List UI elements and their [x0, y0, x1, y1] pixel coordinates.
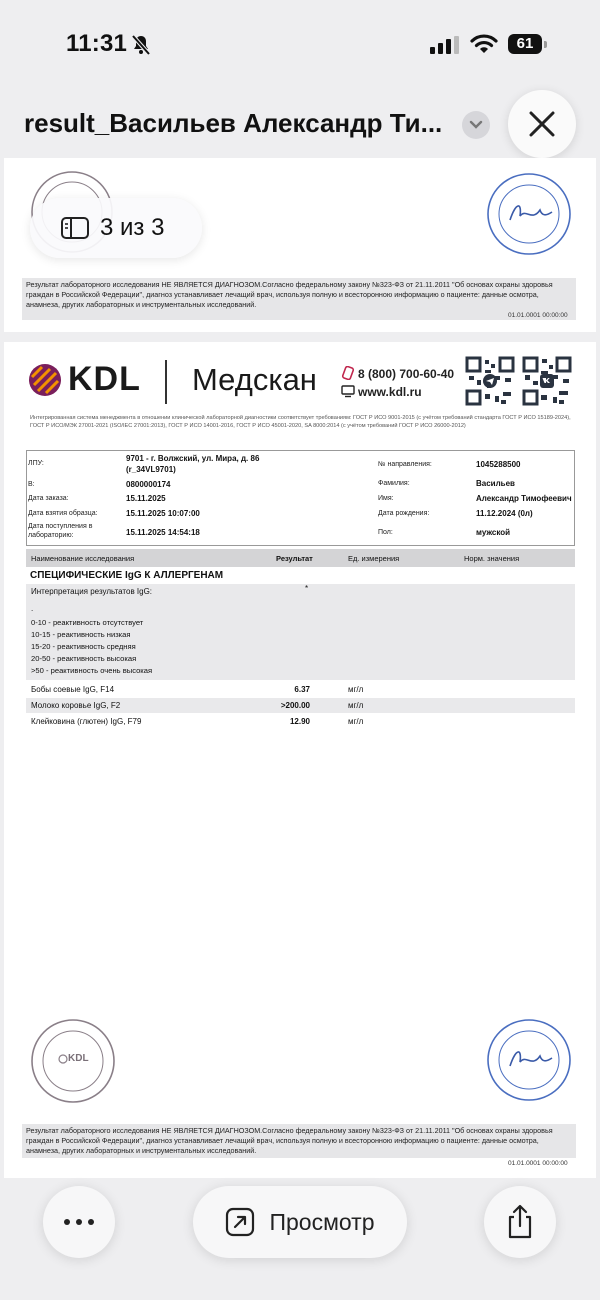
table-row	[26, 714, 575, 729]
disclaimer-text: Результат лабораторного исследования НЕ ЯВЛЯЕТСЯ ДИАГНОЗОМ.Согласно федеральному закону №323-ФЗ от 21.11.2011 "Об основах охраны здоровья граждан в Российской Федерации", диагноз устанавливает лечащий врач, используя полную и всесторонною информацию о пациенте: данные осмотра, анамнеза, других лабораторных и инструментальных исследований.	[22, 278, 576, 320]
v-label: В:	[28, 481, 35, 488]
certification-text: Интегрированная система менеджмента в отношении клинической лабораторной диагностики соответствует требованиям: ГОСТ Р ИСО 9001-2015 (с учётом требований стандарта ГОСТ Р ИСО 15189-2024), ГОСТ Р ИСО/МЭК 27001-2021 (ISO/IEC 27001:2013), ГОСТ Р ИСО 14001-2016, ГОСТ Р ИСО 45001-2020, SA 8000:2014 (с учётом требований ГОСТ Р ИСО 26000-2012)	[30, 415, 571, 429]
sample-date-label: Дата взятия образца:	[28, 510, 98, 517]
test-unit: мг/л	[348, 685, 364, 694]
more-button[interactable]	[43, 1186, 115, 1258]
interpretation-lines	[31, 617, 152, 677]
kdl-logo	[28, 360, 141, 399]
disclaimer-text: Результат лабораторного исследования НЕ ЯВЛЯЕТСЯ ДИАГНОЗОМ.Согласно федеральному закону №323-ФЗ от 21.11.2011 "Об основах охраны здоровья граждан в Российской Федерации", диагноз устанавливает лечащий врач, используя полную и всесторонною информацию о пациенте: данные осмотра, анамнеза, других лабораторных и инструментальных исследований.	[22, 1124, 576, 1158]
order-date: 15.11.2025	[126, 494, 166, 503]
title-menu-button[interactable]	[462, 111, 490, 139]
test-name: Бобы соевые IgG, F14	[31, 685, 115, 694]
order-date-label: Дата заказа:	[28, 495, 69, 502]
battery-indicator: 61	[508, 34, 542, 54]
lpu-code: (r_34VL9701)	[126, 465, 176, 474]
doctor-seal-icon	[486, 1018, 572, 1102]
interpretation-line: 20-50 - реактивность высокая	[31, 654, 137, 663]
dob: 11.12.2024 (0л)	[476, 509, 533, 518]
col-unit: Ед. измерения	[348, 554, 400, 563]
arrival-date-label: Дата поступления в	[28, 523, 93, 530]
view-button[interactable]	[193, 1186, 407, 1258]
vk-qr-icon	[522, 356, 572, 406]
view-button-label: Просмотр	[269, 1208, 375, 1235]
kdl-logo-text: KDL	[68, 360, 141, 398]
dob-label: Дата рождения:	[378, 510, 430, 517]
results-table-header	[26, 549, 575, 567]
surname: Васильев	[476, 479, 515, 488]
more-dots-icon	[62, 1218, 96, 1226]
close-icon	[528, 110, 556, 138]
stamp-logo-text: KDL	[68, 1053, 89, 1064]
col-result: Результат	[276, 554, 313, 563]
table-row	[26, 682, 575, 697]
close-button[interactable]	[508, 90, 576, 158]
interpretation-label: Интерпретация результатов IgG:	[31, 587, 153, 596]
doctor-seal-icon	[486, 172, 572, 256]
bell-muted-icon	[129, 33, 153, 57]
document-title: result_Васильев Александр Ти...	[24, 108, 443, 138]
name: Александр Тимофеевич	[476, 494, 572, 503]
surname-label: Фамилия:	[378, 480, 410, 487]
test-name: Клейковина (глютен) IgG, F79	[31, 717, 142, 726]
sex-label: Пол:	[378, 529, 393, 536]
chevron-down-icon	[469, 120, 483, 130]
interpretation-mark: *	[305, 584, 309, 593]
interpretation-line: 0-10 - реактивность отсутствует	[31, 618, 144, 627]
test-value: 6.37	[294, 685, 310, 694]
interpretation-line: 10-15 - реактивность низкая	[31, 630, 131, 639]
print-date: 01.01.0001 00:00:00	[508, 1160, 568, 1167]
test-unit: мг/л	[348, 701, 364, 710]
section-title: СПЕЦИФИЧЕСКИЕ IgG К АЛЛЕРГЕНАМ	[30, 570, 224, 581]
battery-nub	[544, 41, 547, 48]
test-value: 12.90	[289, 717, 310, 726]
open-external-icon	[225, 1207, 255, 1237]
interpretation-dot: .	[31, 604, 34, 613]
print-date: 01.01.0001 00:00:00	[508, 312, 568, 319]
col-name: Наименование исследования	[31, 554, 135, 563]
test-unit: мг/л	[348, 717, 364, 726]
name-label: Имя:	[378, 495, 394, 502]
share-icon	[505, 1204, 535, 1240]
arrival-date: 15.11.2025 14:54:18	[126, 528, 200, 537]
share-button[interactable]	[484, 1186, 556, 1258]
arrival-date-label-2: лабораторию:	[28, 532, 74, 539]
status-time: 11:31	[66, 30, 128, 57]
referral-number: 1045288500	[476, 460, 521, 469]
page-indicator-label: 3 из 3	[100, 214, 165, 241]
sex: мужской	[476, 528, 511, 537]
interpretation-line: 15-20 - реактивность средняя	[31, 642, 136, 651]
contact-website: www.kdl.ru	[358, 385, 422, 399]
kdl-logo-icon	[28, 363, 62, 397]
sidebar-pages-icon	[60, 216, 90, 240]
interpretation-line: >50 - реактивность очень высокая	[31, 666, 153, 675]
phone-icon	[341, 366, 355, 380]
col-norm: Норм. значения	[464, 554, 520, 563]
lpu-value: 9701 - г. Волжский, ул. Мира, д. 86	[126, 454, 260, 463]
sample-date: 15.11.2025 10:07:00	[126, 509, 200, 518]
contact-phone: 8 (800) 700-60-40	[358, 367, 455, 381]
cellular-signal-icon	[430, 36, 460, 54]
monitor-icon	[341, 384, 355, 398]
interpretation-block	[26, 584, 575, 680]
v-value: 0800000174	[126, 480, 171, 489]
test-value: >200.00	[280, 701, 310, 710]
telegram-qr-icon	[465, 356, 515, 406]
test-name: Молоко коровье IgG, F2	[31, 701, 121, 710]
wifi-icon	[470, 33, 498, 55]
lpu-label: ЛПУ:	[28, 460, 44, 467]
referral-label: № направления:	[378, 461, 432, 468]
table-row	[26, 698, 575, 713]
page-indicator[interactable]	[30, 198, 202, 258]
brand-name: Медскан	[192, 362, 317, 397]
header-divider	[165, 360, 167, 404]
